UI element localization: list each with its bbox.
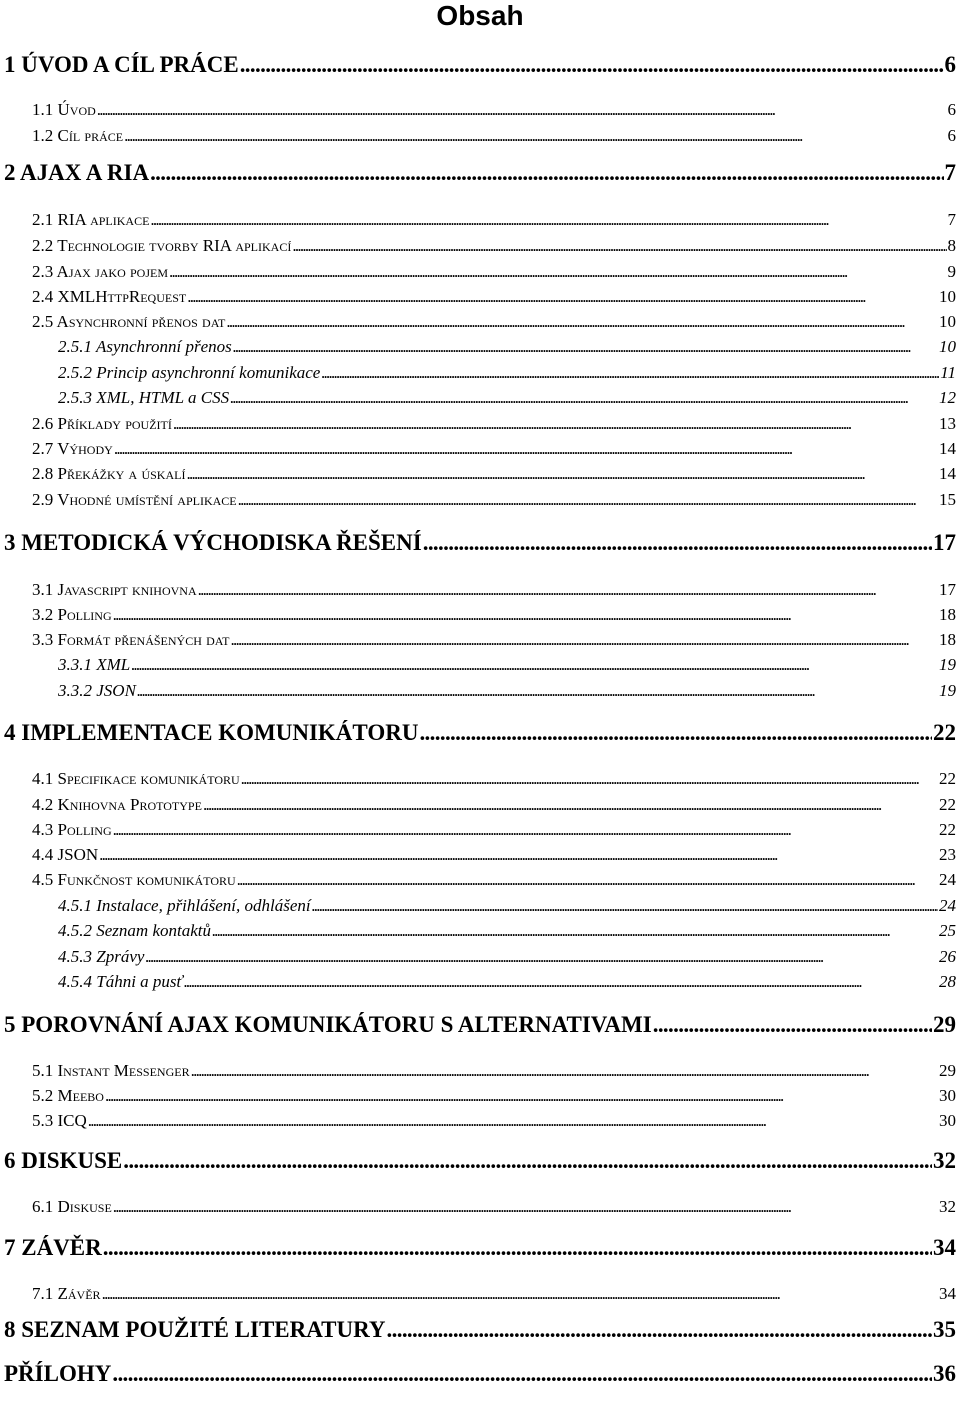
toc-dot-leader (150, 209, 946, 231)
toc-dot-leader (112, 1360, 932, 1388)
toc-entry[interactable] (4, 1360, 956, 1388)
toc-entry-label: 1 ÚVOD A CÍL PRÁCE (4, 52, 239, 77)
toc-dot-leader (114, 438, 938, 460)
toc-entry-label: 2.5.1 Asynchronní přenos (58, 337, 232, 356)
toc-entry-label: 2.7 Výhody (32, 439, 113, 458)
toc-entry[interactable] (32, 768, 956, 790)
toc-entry-page-number: 22 (933, 720, 956, 745)
toc-dot-leader (145, 946, 938, 968)
toc-entry[interactable] (58, 654, 956, 676)
toc-entry-page-number: 13 (939, 414, 956, 433)
toc-dot-leader (203, 794, 938, 816)
toc-entry[interactable] (32, 286, 956, 308)
toc-entry-label: 2.4 XMLHttpRequest (32, 287, 187, 306)
toc-entry-page-number: 11 (940, 363, 956, 382)
toc-dot-leader (105, 1085, 938, 1107)
toc-entry-page-number: 9 (947, 262, 956, 281)
toc-entry-label: 4.5.1 Instalace, přihlášení, odhlášení (58, 896, 311, 915)
toc-entry[interactable] (58, 920, 956, 942)
toc-dot-leader (113, 819, 938, 841)
toc-entry[interactable] (32, 99, 956, 121)
toc-dot-leader (321, 362, 939, 384)
toc-entry-page-number: 10 (939, 337, 956, 356)
toc-entry-label: 1.1 Úvod (32, 100, 96, 119)
toc-dot-leader (230, 629, 938, 651)
toc-dot-leader (312, 895, 938, 917)
toc-dot-leader (233, 336, 938, 358)
toc-entry[interactable] (32, 311, 956, 333)
toc-dot-leader (292, 235, 946, 257)
toc-dot-leader (124, 125, 946, 147)
toc-dot-leader (184, 971, 938, 993)
toc-entry-label: 2.5.2 Princip asynchronní komunikace (58, 363, 321, 382)
toc-dot-leader (99, 844, 938, 866)
toc-entry[interactable] (32, 629, 956, 651)
toc-dot-leader (191, 1060, 938, 1082)
toc-entry-label: 8 SEZNAM POUŽITÉ LITERATURY (4, 1317, 386, 1342)
toc-entry-page-number: 28 (939, 972, 956, 991)
toc-entry[interactable] (4, 1316, 956, 1344)
toc-entry-page-number: 29 (939, 1061, 956, 1080)
toc-dot-leader (241, 768, 938, 790)
toc-entry-page-number: 17 (933, 530, 956, 555)
toc-entry-label: 2.1 RIA aplikace (32, 210, 150, 229)
toc-entry-label: 2.6 Příklady použití (32, 414, 172, 433)
toc-entry-label: 2.3 Ajax jako pojem (32, 262, 169, 281)
toc-entry[interactable] (32, 1196, 956, 1218)
toc-entry-page-number: 12 (939, 388, 956, 407)
toc-entry-label: 6.1 Diskuse (32, 1197, 112, 1216)
toc-dot-leader (230, 387, 938, 409)
toc-entry-label: 3.3.1 XML (58, 655, 131, 674)
toc-entry-page-number: 7 (947, 210, 956, 229)
toc-entry[interactable] (4, 51, 956, 79)
toc-entry-page-number: 19 (939, 681, 956, 700)
toc-entry-label: 2.5.3 XML, HTML a CSS (58, 388, 230, 407)
toc-entry-page-number: 6 (944, 52, 956, 77)
toc-entry-page-number: 19 (939, 655, 956, 674)
toc-entry[interactable] (58, 336, 956, 358)
page-title: Obsah (436, 0, 524, 31)
toc-entry[interactable] (32, 261, 956, 283)
toc-entry-page-number: 10 (939, 287, 956, 306)
toc-dot-leader (123, 1147, 932, 1175)
toc-entry-page-number: 30 (939, 1086, 956, 1105)
toc-entry-page-number: 14 (939, 464, 956, 483)
toc-entry[interactable] (58, 971, 956, 993)
toc-entry[interactable] (58, 895, 956, 917)
toc-entry-label: 5 POROVNÁNÍ AJAX KOMUNIKÁTORU S ALTERNATIVAMI (4, 1012, 652, 1037)
toc-dot-leader (102, 1283, 938, 1305)
toc-entry[interactable] (58, 387, 956, 409)
toc-entry-page-number: 10 (939, 312, 956, 331)
toc-entry-label: 4.4 JSON (32, 845, 99, 864)
toc-entry-page-number: 23 (939, 845, 956, 864)
toc-entry-label: 2.8 Překážky a úskalí (32, 464, 186, 483)
toc-entry[interactable] (58, 946, 956, 968)
toc-dot-leader (238, 489, 938, 511)
toc-entry-label: 7.1 Závěr (32, 1284, 101, 1303)
toc-entry[interactable] (32, 438, 956, 460)
toc-entry-label: 3.1 Javascript knihovna (32, 580, 197, 599)
toc-dot-leader (423, 529, 932, 557)
toc-dot-leader (240, 51, 944, 79)
toc-entry-label: 6 DISKUSE (4, 1148, 123, 1173)
toc-entry-page-number: 7 (944, 160, 956, 185)
toc-entry-page-number: 22 (939, 769, 956, 788)
toc-dot-leader (419, 719, 932, 747)
toc-dot-leader (387, 1316, 932, 1344)
toc-dot-leader (113, 1196, 938, 1218)
toc-dot-leader (97, 99, 947, 121)
toc-entry[interactable] (4, 159, 956, 187)
toc-entry[interactable] (32, 1110, 956, 1132)
toc-entry-label: 1.2 Cíl práce (32, 126, 124, 145)
toc-entry-page-number: 29 (933, 1012, 956, 1037)
toc-entry[interactable] (58, 680, 956, 702)
toc-dot-leader (137, 680, 938, 702)
toc-dot-leader (88, 1110, 938, 1132)
toc-dot-leader (173, 413, 938, 435)
toc-entry-label: 4 IMPLEMENTACE KOMUNIKÁTORU (4, 720, 419, 745)
toc-dot-leader (653, 1011, 932, 1039)
toc-entry[interactable] (32, 819, 956, 841)
toc-entry-label: 7 ZÁVĚR (4, 1235, 102, 1260)
toc-entry[interactable] (32, 844, 956, 866)
toc-entry-label: 4.5 Funkčnost komunikátoru (32, 870, 236, 889)
toc-entry-label: 2 AJAX A RIA (4, 160, 150, 185)
toc-entry-label: 2.2 Technologie tvorby RIA aplikací (32, 236, 292, 255)
toc-entry[interactable] (32, 125, 956, 147)
toc-entry-page-number: 22 (939, 795, 956, 814)
toc-entry-label: 4.5.3 Zprávy (58, 947, 145, 966)
toc-entry-page-number: 15 (939, 490, 956, 509)
toc-entry-page-number: 6 (947, 126, 956, 145)
toc-entry[interactable] (4, 719, 956, 747)
toc-entry[interactable] (32, 413, 956, 435)
toc-entry-label: 5.2 Meebo (32, 1086, 104, 1105)
toc-entry-label: PŘÍLOHY (4, 1361, 112, 1386)
toc-entry-label: 5.3 ICQ (32, 1111, 87, 1130)
toc-entry-label: 3.3.2 JSON (58, 681, 136, 700)
toc-entry[interactable] (32, 1060, 956, 1082)
toc-entry[interactable] (32, 794, 956, 816)
toc-entry-label: 3 METODICKÁ VÝCHODISKA ŘEŠENÍ (4, 530, 422, 555)
toc-entry[interactable] (4, 1147, 956, 1175)
toc-dot-leader (103, 1234, 932, 1262)
toc-dot-leader (226, 311, 938, 333)
toc-dot-leader (187, 286, 938, 308)
toc-entry-label: 5.1 Instant Messenger (32, 1061, 190, 1080)
toc-entry-page-number: 32 (933, 1148, 956, 1173)
toc-entry-label: 4.2 Knihovna Prototype (32, 795, 202, 814)
toc-entry[interactable] (32, 489, 956, 511)
toc-dot-leader (113, 604, 938, 626)
toc-entry-page-number: 34 (933, 1235, 956, 1260)
toc-entry[interactable] (32, 604, 956, 626)
toc-entry-page-number: 35 (933, 1317, 956, 1342)
toc-entry[interactable] (32, 579, 956, 601)
toc-entry-page-number: 18 (939, 630, 956, 649)
toc-entry-page-number: 26 (939, 947, 956, 966)
toc-entry-page-number: 34 (939, 1284, 956, 1303)
toc-dot-leader (198, 579, 938, 601)
toc-entry-label: 2.9 Vhodné umístění aplikace (32, 490, 237, 509)
toc-entry-page-number: 36 (933, 1361, 956, 1386)
toc-dot-leader (150, 159, 943, 187)
toc-entry[interactable] (32, 209, 956, 231)
toc-entry[interactable] (32, 869, 956, 891)
toc-entry-page-number: 24 (939, 896, 956, 915)
toc-entry-page-number: 18 (939, 605, 956, 624)
toc-entry-page-number: 22 (939, 820, 956, 839)
toc-entry[interactable] (58, 362, 956, 384)
toc-entry[interactable] (32, 235, 956, 257)
toc-entry-label: 2.5 Asynchronní přenos dat (32, 312, 226, 331)
toc-entry-page-number: 17 (939, 580, 956, 599)
toc-entry[interactable] (4, 1234, 956, 1262)
toc-entry[interactable] (32, 1283, 956, 1305)
toc-entry-label: 4.3 Polling (32, 820, 112, 839)
toc-entry[interactable] (4, 1011, 956, 1039)
toc-entry[interactable] (4, 529, 956, 557)
toc-entry[interactable] (32, 1085, 956, 1107)
toc-dot-leader (186, 463, 938, 485)
toc-entry-label: 3.2 Polling (32, 605, 112, 624)
toc-dot-leader (237, 869, 938, 891)
toc-dot-leader (131, 654, 938, 676)
toc-entry-page-number: 14 (939, 439, 956, 458)
toc-entry-label: 4.5.4 Táhni a pusť (58, 972, 183, 991)
toc-dot-leader (169, 261, 946, 283)
toc-entry-page-number: 24 (939, 870, 956, 889)
toc-entry-page-number: 6 (947, 100, 956, 119)
toc-entry-label: 3.3 Formát přenášených dat (32, 630, 230, 649)
toc-entry-page-number: 25 (939, 921, 956, 940)
toc-entry-label: 4.1 Specifikace komunikátoru (32, 769, 240, 788)
toc-entry[interactable] (32, 463, 956, 485)
toc-entry-page-number: 30 (939, 1111, 956, 1130)
toc-entry-label: 4.5.2 Seznam kontaktů (58, 921, 211, 940)
toc-entry-page-number: 32 (939, 1197, 956, 1216)
toc-entry-page-number: 8 (947, 236, 956, 255)
toc-dot-leader (212, 920, 938, 942)
